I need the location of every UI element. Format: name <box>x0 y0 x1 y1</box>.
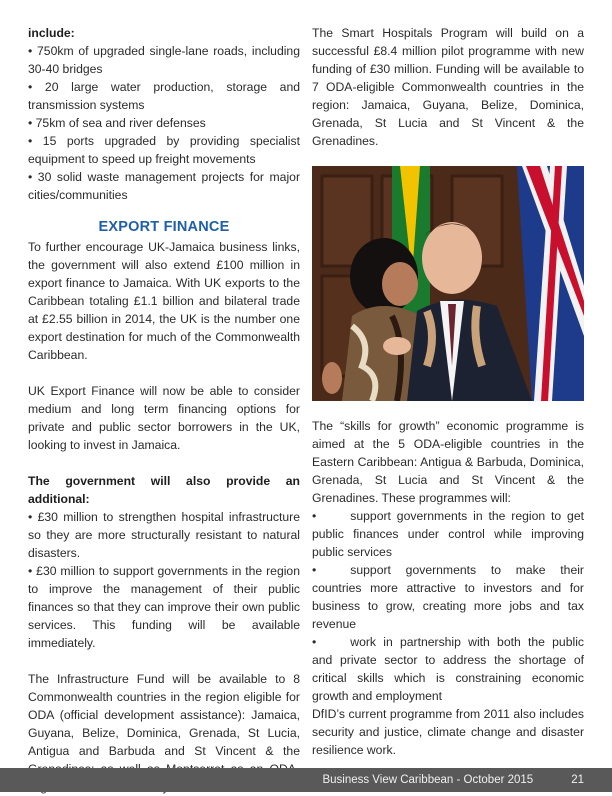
page-number: 21 <box>571 774 584 786</box>
skills-item <box>312 561 584 633</box>
bullet-glyph: • <box>312 635 317 649</box>
skills-item-text: support governments in the region to get public finances under control while improving public services <box>312 509 584 559</box>
include-item: • 30 solid waste management projects for major cities/communities <box>28 170 300 202</box>
include-item: • 750km of upgraded single-lane roads, including 30-40 bridges <box>28 44 300 76</box>
page-footer <box>0 768 612 792</box>
bullet-glyph: • <box>312 563 317 577</box>
government-item: • £30 million to strengthen hospital infrastructure so they are more structurally resistant to natural disasters. <box>28 510 300 560</box>
publication-name <box>322 774 584 786</box>
include-item: • 15 ports upgraded by providing specialist equipment to speed up freight movements <box>28 134 300 166</box>
include-item: • 75km of sea and river defenses <box>28 116 206 130</box>
government-item: • £30 million to support governments in the region to improve the management of their public finances so that they can improve their own public services. This funding will be available immediately. <box>28 564 300 650</box>
include-item: • 20 large water production, storage and transmission systems <box>28 80 300 112</box>
export-finance-heading: EXPORT FINANCE <box>98 219 230 235</box>
government-heading: The government will also provide an additional: <box>28 474 300 506</box>
photo-illustration <box>312 166 584 401</box>
export-paragraph-2: UK Export Finance will now be able to consider medium and long term financing options for private and public sector borrowers in the UK, looking to invest in Jamaica. <box>28 384 300 452</box>
skills-item <box>312 507 584 561</box>
include-heading: include: <box>28 26 75 40</box>
skills-item-text: support governments to make their countries more attractive to investors and for business to grow, creating more jobs and tax revenue <box>312 563 584 631</box>
photo-leaders-embrace <box>312 166 584 401</box>
skills-paragraph: The “skills for growth” economic programme is aimed at the 5 ODA-eligible countries in the Eastern Caribbean: Antigua & Barbuda, Dominica, Grenada, St Lucia and St Vincent & the Grenadines. These programmes will: <box>312 419 584 505</box>
smart-hospitals-paragraph: The Smart Hospitals Program will build on a successful £8.4 million pilot programme with new funding of £30 million. Funding will be available to 7 ODA-eligible Commonwealth countries in the region: Jamaica, Guyana, Belize, Dominica, Grenada, St Lucia and St Vincent & the Grenadines. <box>312 26 584 148</box>
right-column <box>312 24 584 759</box>
skills-item-text: work in partnership with both the public and private sector to address the shortage of critical skills which is constraining economic growth and employment <box>312 635 584 703</box>
bullet-glyph: • <box>312 509 317 523</box>
export-paragraph-1: To further encourage UK-Jamaica business links, the government will also extend £100 million in export finance to Jamaica. With UK exports to the Caribbean totaling £1.1 billion and bilateral trade at £2.55 billion in 2014, the UK is the number one export destination for much of the Commonwealth Caribbean. <box>28 240 300 362</box>
left-column <box>28 24 300 796</box>
skills-item <box>312 633 584 705</box>
publication-title: Business View Caribbean - October 2015 <box>322 774 534 786</box>
infrastructure-paragraph: The Infrastructure Fund will be available to 8 Commonwealth countries in the region eligible for ODA (official development assistance): Jamaica, Guyana, Belize, Dominica, Grenada, St Lucia, Antigua and Barbuda and St Vincent & the <box>28 672 300 758</box>
dfid-paragraph: DfID’s current programme from 2011 also includes security and justice, climate change and disaster resilience work. <box>312 707 584 757</box>
